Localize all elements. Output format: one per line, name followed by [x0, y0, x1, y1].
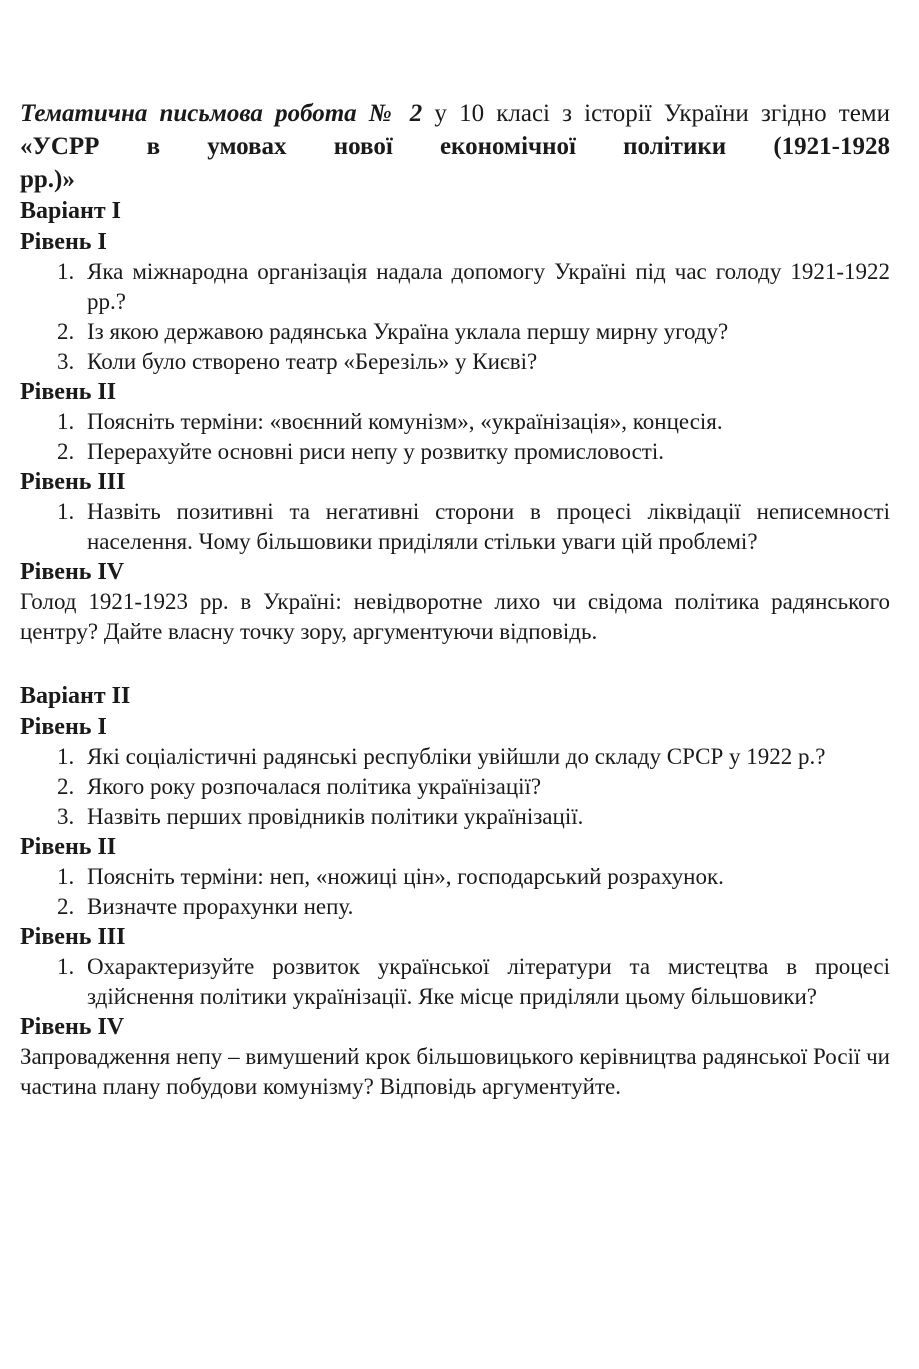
question-list [20, 952, 890, 1012]
title-topic: «УСРР в умовах нової економічної політики (1921-1928 [20, 133, 890, 160]
question-item [20, 317, 890, 347]
question-list [20, 862, 890, 922]
question-item [20, 497, 890, 557]
question-item [20, 802, 890, 832]
question-text: Перерахуйте основні риси непу у розвитку промисловості. [87, 439, 664, 464]
title-topic-end: рр.)» [20, 166, 75, 193]
worksheet-title [20, 97, 890, 163]
question-number: 1. [57, 864, 75, 889]
question-item [20, 952, 890, 1012]
question-list [20, 497, 890, 557]
variant-heading: Варіант ІІ [20, 683, 131, 709]
question-text: Визначте прорахунки непу. [87, 894, 354, 919]
question-text: Яка міжнародна організація надала допомогу Україні під час голоду 1921-1922 рр.? [87, 259, 890, 314]
question-number: 1. [57, 409, 75, 434]
question-text: Із якою державою радянська Україна уклала першу мирну угоду? [87, 319, 729, 344]
question-number: 3. [57, 804, 75, 829]
question-text: Поясніть терміни: неп, «ножиці цін», господарський розрахунок. [87, 864, 724, 889]
level-heading: Рівень ІІІ [20, 469, 126, 495]
question-number: 2. [57, 319, 75, 344]
question-number: 3. [57, 349, 75, 374]
question-list [20, 257, 890, 377]
question-item [20, 742, 890, 772]
question-item [20, 407, 890, 437]
question-item [20, 347, 890, 377]
title-lead: Тематична письмова робота № 2 [20, 100, 423, 127]
question-number: 1. [57, 499, 75, 524]
level-heading: Рівень ІІ [20, 834, 117, 860]
question-item [20, 437, 890, 467]
question-item [20, 257, 890, 317]
question-number: 2. [57, 894, 75, 919]
question-number: 1. [57, 259, 75, 284]
title-middle: у 10 класі з історії України згідно теми [422, 100, 890, 127]
question-number: 1. [57, 954, 75, 979]
question-text: Назвіть позитивні та негативні сторони в процесі ліквідації неписемності населення. Чому більшовики приділяли стільки уваги цій проблемі? [87, 499, 890, 554]
question-item [20, 772, 890, 802]
question-text: Коли було створено театр «Березіль» у Києві? [87, 349, 538, 374]
level-heading: Рівень ІІІ [20, 924, 126, 950]
essay-question: Запровадження непу – вимушений крок більшовицького керівництва радянської Росії чи частина плану побудови комунізму? Відповідь аргументуйте. [20, 1044, 890, 1099]
question-list [20, 407, 890, 467]
variant-2 [20, 681, 890, 1102]
question-text: Назвіть перших провідників політики українізації. [87, 804, 584, 829]
question-text: Охарактеризуйте розвиток української літератури та мистецтва в процесі здійснення політики українізації. Яке місце приділяли цьому більшовики? [87, 954, 890, 1009]
worksheet-page [20, 97, 890, 1102]
level-heading: Рівень І [20, 714, 107, 740]
question-text: Якого року розпочалася політика українізації? [87, 774, 542, 799]
question-text: Поясніть терміни: «воєнний комунізм», «українізація», концесія. [87, 409, 723, 434]
essay-question: Голод 1921-1923 рр. в Україні: невідворотне лихо чи свідома політика радянського центру? Дайте власну точку зору, аргументуючи відповідь. [20, 589, 890, 644]
question-item [20, 892, 890, 922]
question-number: 2. [57, 774, 75, 799]
question-number: 1. [57, 744, 75, 769]
question-number: 2. [57, 439, 75, 464]
question-text: Які соціалістичні радянські республіки увійшли до складу СРСР у 1922 р.? [87, 744, 826, 769]
level-heading: Рівень І [20, 229, 107, 255]
spacer [20, 647, 890, 681]
level-heading: Рівень IV [20, 559, 125, 585]
level-heading: Рівень ІІ [20, 379, 117, 405]
variant-heading: Варіант І [20, 198, 121, 224]
question-list [20, 742, 890, 832]
question-item [20, 862, 890, 892]
level-heading: Рівень IV [20, 1014, 125, 1040]
variant-1 [20, 196, 890, 647]
